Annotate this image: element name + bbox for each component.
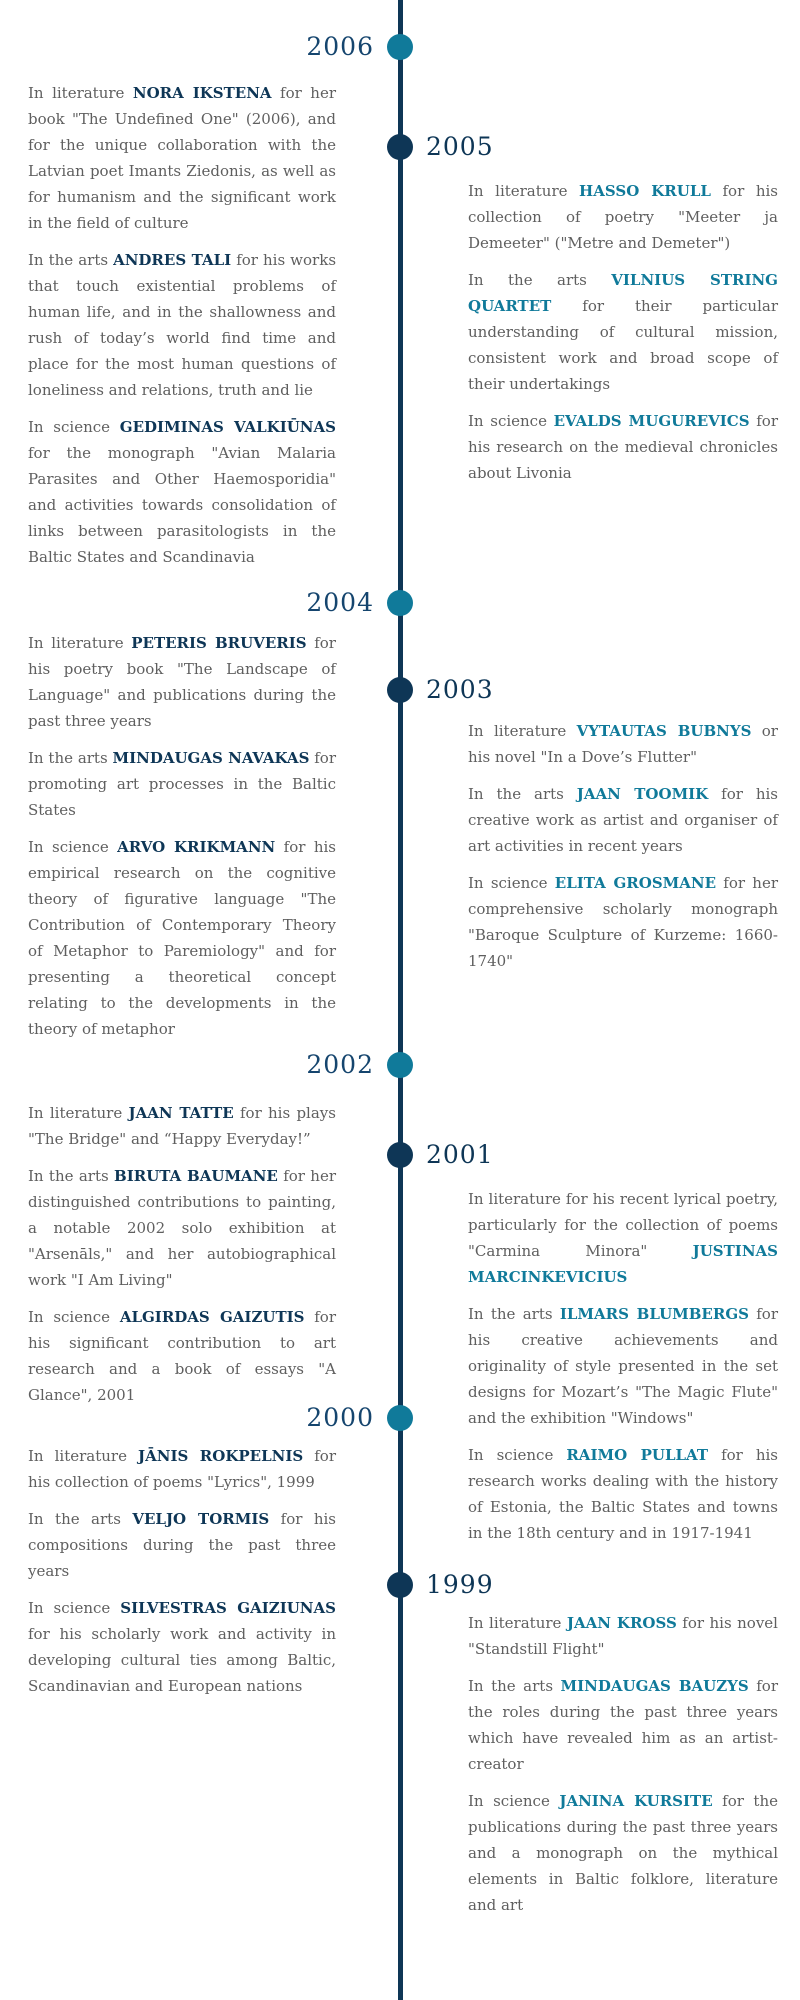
- year-label-2005: 2005: [426, 132, 494, 161]
- award-text: In literature: [28, 1104, 129, 1122]
- awards-column-2003: [468, 718, 778, 985]
- award-reason: for his plays "The Bridge" and “Happy Everyday!”: [28, 1104, 336, 1148]
- award-entry: [28, 1443, 336, 1495]
- laureate-name: GEDIMINAS VALKIŪNAS: [119, 418, 336, 436]
- award-text: In science: [28, 1599, 121, 1617]
- timeline-dot-2002: [387, 1052, 413, 1078]
- award-reason: for his poetry book "The Landscape of Language" and publications during the past three years: [28, 634, 336, 730]
- award-entry: [468, 1301, 778, 1431]
- award-entry: [28, 1163, 336, 1293]
- awards-column-2004: [28, 630, 336, 1053]
- year-label-2001: 2001: [426, 1140, 494, 1169]
- award-entry: [468, 178, 778, 256]
- year-label-2004: 2004: [306, 588, 374, 617]
- award-reason: for his significant contribution to art research and a book of essays "A Glance", 2001: [28, 1308, 336, 1404]
- laureate-name: MINDAUGAS NAVAKAS: [112, 749, 310, 767]
- laureate-name: JUSTINAS MARCINKEVICIUS: [468, 1242, 778, 1286]
- laureate-name: ARVO KRIKMANN: [117, 838, 276, 856]
- award-text: In science: [28, 1308, 120, 1326]
- award-text: In the arts: [28, 251, 114, 269]
- award-reason: for his scholarly work and activity in developing cultural ties among Baltic, Scandinavian and European nations: [28, 1625, 336, 1695]
- award-text: In literature for his recent lyrical poetry, particularly for the collection of poems "Carmina Minora": [468, 1190, 778, 1260]
- laureate-name: VYTAUTAS BUBNYS: [576, 722, 752, 740]
- award-text: In science: [468, 412, 554, 430]
- award-text: In literature: [28, 1447, 139, 1465]
- award-reason: for the monograph "Avian Malaria Parasites and Other Haemosporidia" and activities towards consolidation of links between parasitologists in the Baltic States and Scandinavia: [28, 444, 336, 566]
- laureate-name: VILNIUS STRING QUARTET: [468, 271, 778, 315]
- awards-column-2002: [28, 1100, 336, 1419]
- award-entry: [468, 718, 778, 770]
- award-text: In the arts: [468, 1305, 560, 1323]
- laureate-name: NORA IKSTENA: [132, 84, 272, 102]
- award-entry: [28, 1100, 336, 1152]
- award-entry: [468, 870, 778, 974]
- award-entry: [468, 1186, 778, 1290]
- laureate-name: ALGIRDAS GAIZUTIS: [119, 1308, 305, 1326]
- year-label-2000: 2000: [306, 1403, 374, 1432]
- award-text: In the arts: [468, 271, 612, 289]
- laureate-name: JANINA KURSITE: [559, 1792, 713, 1810]
- award-reason: for the roles during the past three years which have revealed him as an artist-creator: [468, 1677, 778, 1773]
- award-text: In science: [468, 1792, 560, 1810]
- award-reason: or his novel "In a Dove’s Flutter": [468, 722, 778, 766]
- year-label-2002: 2002: [306, 1050, 374, 1079]
- laureate-name: JAAN KROSS: [566, 1614, 677, 1632]
- timeline-dot-2001: [387, 1142, 413, 1168]
- award-entry: [28, 247, 336, 403]
- award-text: In literature: [468, 722, 577, 740]
- laureate-name: HASSO KRULL: [579, 182, 711, 200]
- award-reason: for her book "The Undefined One" (2006), and for the unique collaboration with the Latvian poet Imants Ziedonis, as well as for humanism and the significant work in the field of culture: [28, 84, 336, 232]
- award-entry: [468, 1788, 778, 1918]
- award-reason: for his research works dealing with the history of Estonia, the Baltic States and towns in the 18th century and in 1917-1941: [468, 1446, 778, 1542]
- awards-column-1999: [468, 1610, 778, 1929]
- award-reason: for his research on the medieval chronicles about Livonia: [468, 412, 778, 482]
- award-entry: [468, 267, 778, 397]
- award-entry: [468, 1442, 778, 1546]
- laureate-name: ANDRES TALI: [113, 251, 232, 269]
- award-reason: for his novel "Standstill Flight": [468, 1614, 778, 1658]
- laureate-name: RAIMO PULLAT: [566, 1446, 709, 1464]
- laureate-name: JAAN TATTE: [128, 1104, 234, 1122]
- awards-column-2006: [28, 80, 336, 581]
- laureate-name: MINDAUGAS BAUZYS: [560, 1677, 749, 1695]
- award-reason: for her distinguished contributions to painting, a notable 2002 solo exhibition at "Arsenāls," and her autobiographical work "I Am Living": [28, 1167, 336, 1289]
- awards-column-2005: [468, 178, 778, 497]
- award-reason: for his empirical research on the cognitive theory of figurative language "The Contribution of Contemporary Theory of Metaphor to Paremiology" and for presenting a theoretical concept relating to the developments in the theory of metaphor: [28, 838, 336, 1038]
- laureate-name: BIRUTA BAUMANE: [114, 1167, 278, 1185]
- award-entry: [28, 414, 336, 570]
- laureate-name: JAAN TOOMIK: [576, 785, 709, 803]
- award-text: In science: [28, 838, 118, 856]
- year-label-2006: 2006: [306, 32, 374, 61]
- award-text: In science: [28, 418, 120, 436]
- award-text: In the arts: [468, 1677, 561, 1695]
- year-label-2003: 2003: [426, 675, 494, 704]
- award-entry: [28, 834, 336, 1042]
- award-reason: for the publications during the past three years and a monograph on the mythical elements in Baltic folklore, literature and art: [468, 1792, 778, 1914]
- award-text: In the arts: [468, 785, 577, 803]
- award-entry: [28, 1304, 336, 1408]
- award-reason: for their particular understanding of cultural mission, consistent work and broad scope of their undertakings: [468, 297, 778, 393]
- award-reason: for her comprehensive scholarly monograph "Baroque Sculpture of Kurzeme: 1660-1740": [468, 874, 779, 970]
- year-label-1999: 1999: [426, 1570, 494, 1599]
- timeline-dot-2004: [387, 590, 413, 616]
- laureate-name: EVALDS MUGUREVICS: [553, 412, 750, 430]
- timeline-dot-2000: [387, 1405, 413, 1431]
- award-reason: for his works that touch existential problems of human life, and in the shallowness and rush of today’s world find time and place for the most human questions of loneliness and relations, truth and lie: [28, 251, 337, 399]
- awards-column-2000: [28, 1443, 336, 1710]
- timeline-dot-2003: [387, 677, 413, 703]
- award-entry: [28, 1506, 336, 1584]
- award-reason: for promoting art processes in the Baltic States: [28, 749, 336, 819]
- award-reason: for his collection of poetry "Meeter ja Demeeter" ("Metre and Demeter"): [468, 182, 778, 252]
- award-entry: [468, 1610, 778, 1662]
- award-entry: [28, 1595, 336, 1699]
- award-text: In science: [468, 1446, 567, 1464]
- award-entry: [28, 630, 336, 734]
- laureate-name: VELJO TORMIS: [132, 1510, 270, 1528]
- award-text: In the arts: [28, 1510, 133, 1528]
- award-text: In literature: [28, 84, 133, 102]
- laureate-name: SILVESTRAS GAIZIUNAS: [120, 1599, 336, 1617]
- award-text: In the arts: [28, 749, 113, 767]
- award-entry: [28, 80, 336, 236]
- timeline-axis: [398, 0, 403, 2000]
- award-text: In science: [468, 874, 555, 892]
- laureate-name: ELITA GROSMANE: [554, 874, 717, 892]
- award-reason: for his compositions during the past three years: [28, 1510, 336, 1580]
- award-text: In literature: [468, 182, 580, 200]
- timeline-dot-2006: [387, 34, 413, 60]
- award-entry: [28, 745, 336, 823]
- laureate-name: ILMARS BLUMBERGS: [559, 1305, 749, 1323]
- award-text: In the arts: [28, 1167, 115, 1185]
- award-reason: for his creative work as artist and organiser of art activities in recent years: [468, 785, 779, 855]
- timeline-dot-2005: [387, 134, 413, 160]
- laureate-name: PETERIS BRUVERIS: [131, 634, 307, 652]
- award-entry: [468, 408, 778, 486]
- award-text: In literature: [28, 634, 132, 652]
- timeline-dot-1999: [387, 1572, 413, 1598]
- awards-column-2001: [468, 1186, 778, 1557]
- award-reason: for his collection of poems "Lyrics", 1999: [28, 1447, 336, 1491]
- award-entry: [468, 781, 778, 859]
- award-text: In literature: [468, 1614, 567, 1632]
- award-reason: for his creative achievements and originality of style presented in the set designs for Mozart’s "The Magic Flute" and the exhibition "Windows": [468, 1305, 779, 1427]
- award-entry: [468, 1673, 778, 1777]
- laureate-name: JĀNIS ROKPELNIS: [138, 1447, 304, 1465]
